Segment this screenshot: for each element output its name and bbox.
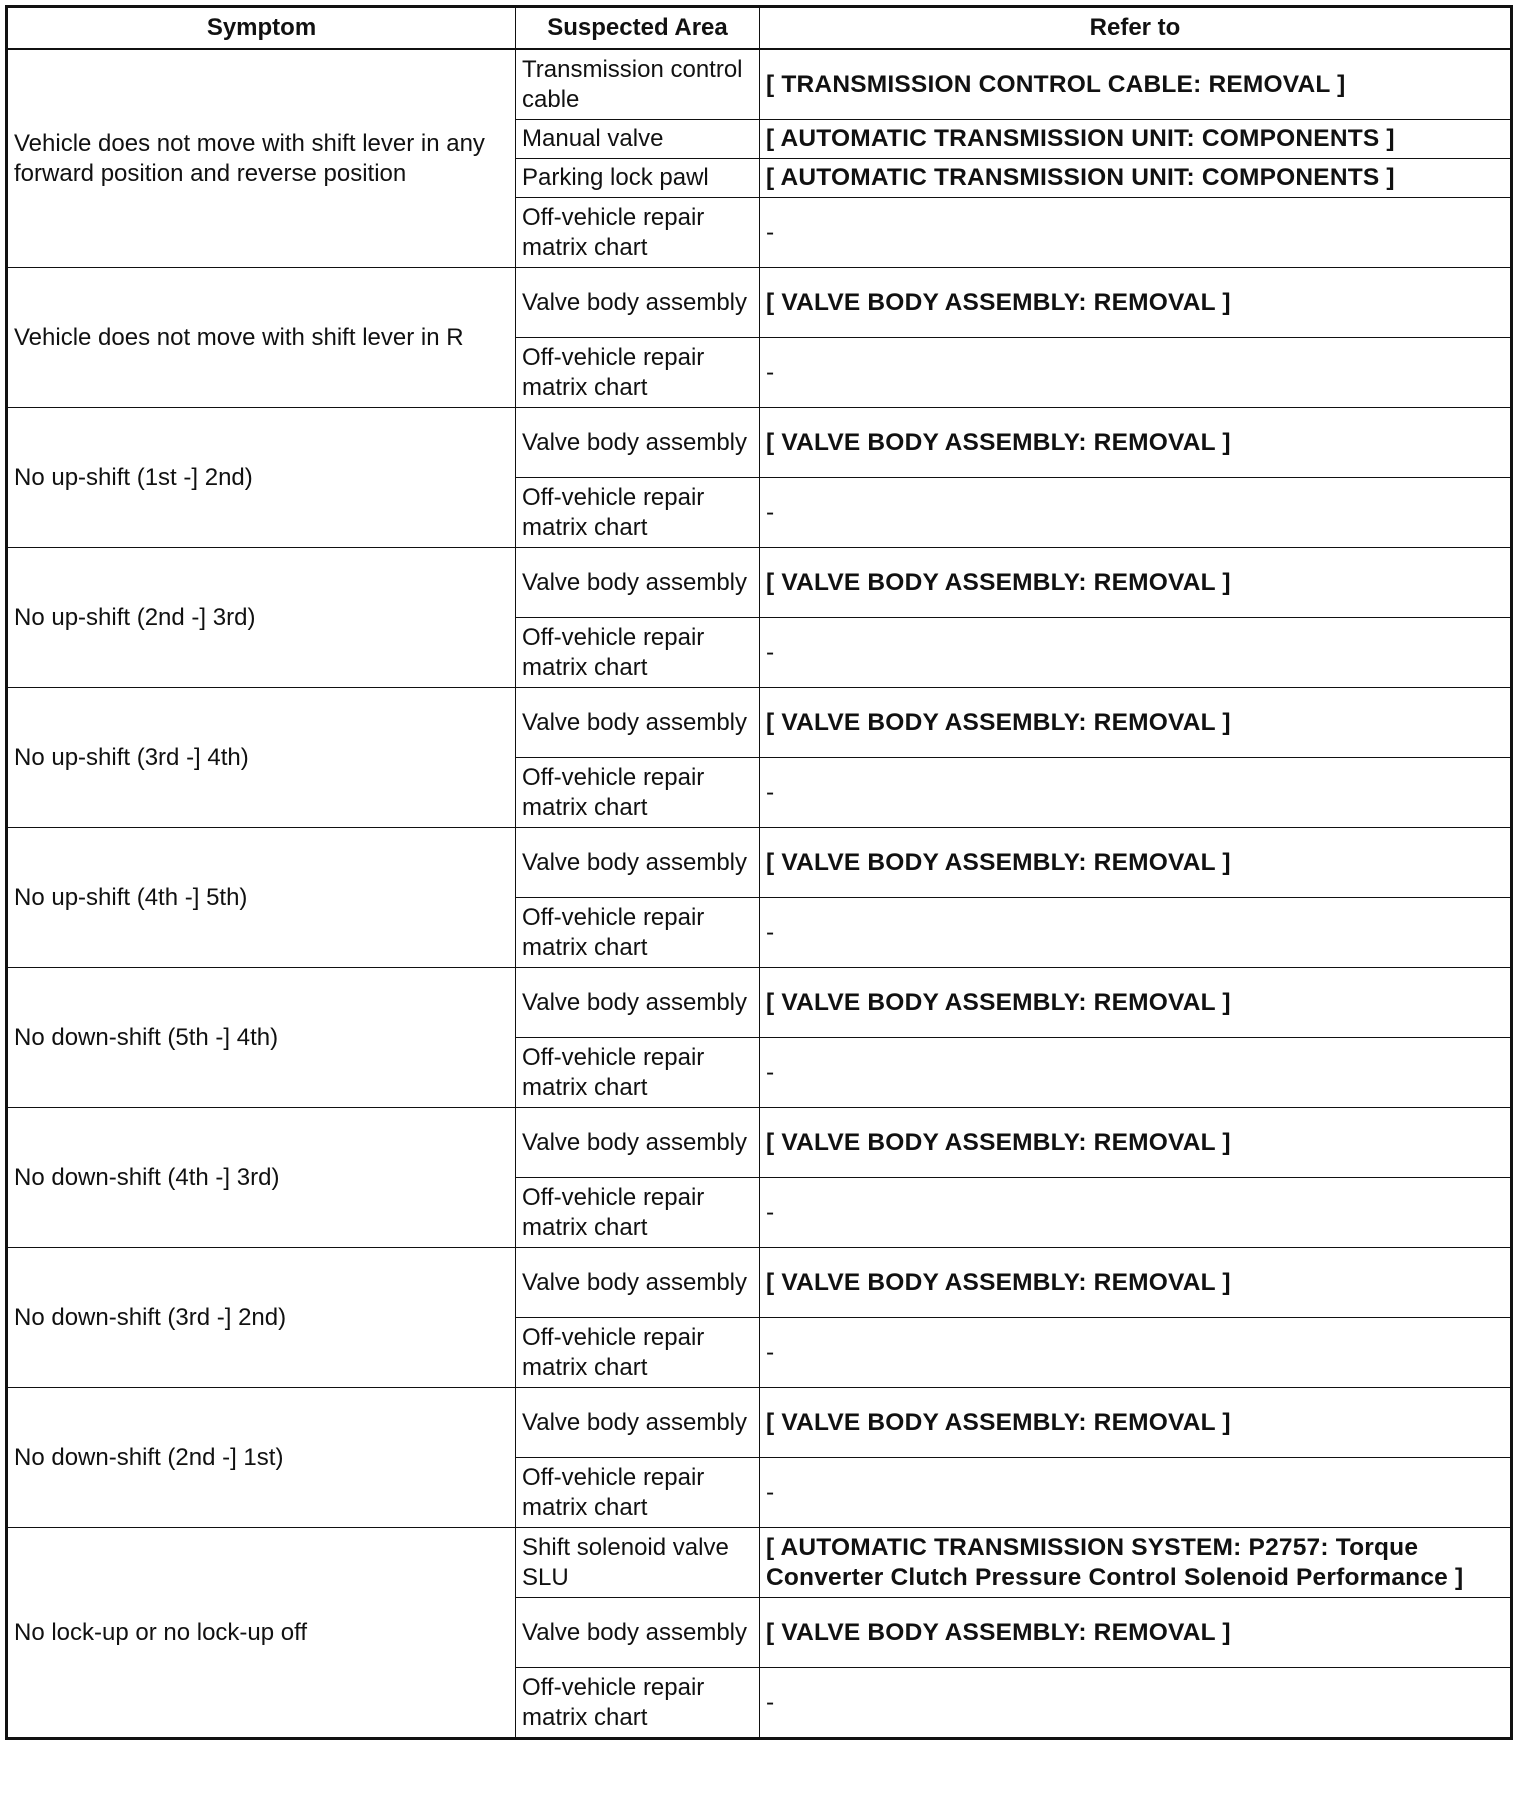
symptom-cell: No up-shift (2nd -] 3rd) xyxy=(7,548,516,688)
table-row xyxy=(7,1248,1512,1318)
refer-to-cell: - xyxy=(760,1038,1512,1108)
symptom-cell: No lock-up or no lock-up off xyxy=(7,1528,516,1739)
suspected-area-cell: Valve body assembly xyxy=(516,1108,760,1178)
table-row xyxy=(7,548,1512,618)
refer-to-cell: - xyxy=(760,1178,1512,1248)
symptom-cell: No down-shift (4th -] 3rd) xyxy=(7,1108,516,1248)
header-symptom: Symptom xyxy=(7,7,516,50)
refer-to-cell: - xyxy=(760,618,1512,688)
suspected-area-cell: Parking lock pawl xyxy=(516,159,760,198)
suspected-area-cell: Off-vehicle repair matrix chart xyxy=(516,758,760,828)
refer-to-link[interactable]: [ VALVE BODY ASSEMBLY: REMOVAL ] xyxy=(760,688,1512,758)
suspected-area-cell: Off-vehicle repair matrix chart xyxy=(516,338,760,408)
table-body xyxy=(7,49,1512,1739)
table-row xyxy=(7,1388,1512,1458)
suspected-area-cell: Off-vehicle repair matrix chart xyxy=(516,198,760,268)
suspected-area-cell: Valve body assembly xyxy=(516,1388,760,1458)
table-header xyxy=(7,7,1512,50)
table-row xyxy=(7,688,1512,758)
suspected-area-cell: Off-vehicle repair matrix chart xyxy=(516,898,760,968)
refer-to-link[interactable]: [ VALVE BODY ASSEMBLY: REMOVAL ] xyxy=(760,1108,1512,1178)
suspected-area-cell: Valve body assembly xyxy=(516,1598,760,1668)
symptom-cell: No down-shift (3rd -] 2nd) xyxy=(7,1248,516,1388)
refer-to-link[interactable]: [ VALVE BODY ASSEMBLY: REMOVAL ] xyxy=(760,1248,1512,1318)
table-row xyxy=(7,1108,1512,1178)
refer-to-link[interactable]: [ VALVE BODY ASSEMBLY: REMOVAL ] xyxy=(760,1598,1512,1668)
refer-to-link[interactable]: [ VALVE BODY ASSEMBLY: REMOVAL ] xyxy=(760,828,1512,898)
suspected-area-cell: Valve body assembly xyxy=(516,1248,760,1318)
refer-to-link[interactable]: [ TRANSMISSION CONTROL CABLE: REMOVAL ] xyxy=(760,49,1512,120)
suspected-area-cell: Off-vehicle repair matrix chart xyxy=(516,618,760,688)
symptom-cell: No down-shift (2nd -] 1st) xyxy=(7,1388,516,1528)
suspected-area-cell: Valve body assembly xyxy=(516,548,760,618)
refer-to-link[interactable]: [ AUTOMATIC TRANSMISSION UNIT: COMPONENTS ] xyxy=(760,120,1512,159)
suspected-area-cell: Valve body assembly xyxy=(516,828,760,898)
refer-to-link[interactable]: [ AUTOMATIC TRANSMISSION SYSTEM: P2757: Torque Converter Clutch Pressure Control Solenoid Performance ] xyxy=(760,1528,1512,1598)
refer-to-link[interactable]: [ VALVE BODY ASSEMBLY: REMOVAL ] xyxy=(760,268,1512,338)
suspected-area-cell: Off-vehicle repair matrix chart xyxy=(516,1038,760,1108)
table-row xyxy=(7,968,1512,1038)
header-row xyxy=(7,7,1512,50)
refer-to-link[interactable]: [ VALVE BODY ASSEMBLY: REMOVAL ] xyxy=(760,1388,1512,1458)
header-refer-to: Refer to xyxy=(760,7,1512,50)
suspected-area-cell: Valve body assembly xyxy=(516,408,760,478)
table-row xyxy=(7,49,1512,120)
suspected-area-cell: Off-vehicle repair matrix chart xyxy=(516,1458,760,1528)
header-suspected-area: Suspected Area xyxy=(516,7,760,50)
symptom-cell: No down-shift (5th -] 4th) xyxy=(7,968,516,1108)
refer-to-cell: - xyxy=(760,338,1512,408)
refer-to-link[interactable]: [ VALVE BODY ASSEMBLY: REMOVAL ] xyxy=(760,408,1512,478)
suspected-area-cell: Valve body assembly xyxy=(516,968,760,1038)
suspected-area-cell: Off-vehicle repair matrix chart xyxy=(516,478,760,548)
refer-to-cell: - xyxy=(760,898,1512,968)
suspected-area-cell: Off-vehicle repair matrix chart xyxy=(516,1178,760,1248)
symptom-cell: No up-shift (1st -] 2nd) xyxy=(7,408,516,548)
suspected-area-cell: Off-vehicle repair matrix chart xyxy=(516,1318,760,1388)
table-row xyxy=(7,828,1512,898)
refer-to-cell: - xyxy=(760,198,1512,268)
refer-to-link[interactable]: [ VALVE BODY ASSEMBLY: REMOVAL ] xyxy=(760,548,1512,618)
refer-to-cell: - xyxy=(760,758,1512,828)
refer-to-cell: - xyxy=(760,1458,1512,1528)
refer-to-cell: - xyxy=(760,1318,1512,1388)
table-row xyxy=(7,1528,1512,1598)
suspected-area-cell: Manual valve xyxy=(516,120,760,159)
symptom-cell: No up-shift (3rd -] 4th) xyxy=(7,688,516,828)
symptom-cell: Vehicle does not move with shift lever in R xyxy=(7,268,516,408)
refer-to-link[interactable]: [ VALVE BODY ASSEMBLY: REMOVAL ] xyxy=(760,968,1512,1038)
refer-to-link[interactable]: [ AUTOMATIC TRANSMISSION UNIT: COMPONENTS ] xyxy=(760,159,1512,198)
symptom-cell: No up-shift (4th -] 5th) xyxy=(7,828,516,968)
refer-to-cell: - xyxy=(760,478,1512,548)
suspected-area-cell: Transmission control cable xyxy=(516,49,760,120)
table-row xyxy=(7,408,1512,478)
symptom-table xyxy=(5,5,1513,1740)
suspected-area-cell: Shift solenoid valve SLU xyxy=(516,1528,760,1598)
table-row xyxy=(7,268,1512,338)
symptom-cell: Vehicle does not move with shift lever in any forward position and reverse position xyxy=(7,49,516,268)
suspected-area-cell: Valve body assembly xyxy=(516,688,760,758)
refer-to-cell: - xyxy=(760,1668,1512,1739)
suspected-area-cell: Off-vehicle repair matrix chart xyxy=(516,1668,760,1739)
suspected-area-cell: Valve body assembly xyxy=(516,268,760,338)
